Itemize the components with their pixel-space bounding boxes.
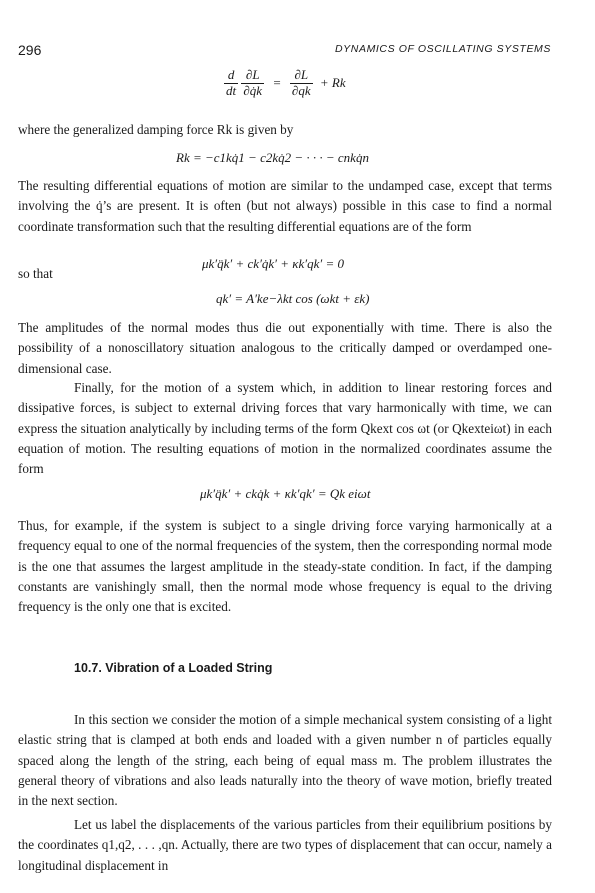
paragraph: [18, 815, 552, 876]
fraction-numerator: ∂L: [241, 68, 264, 84]
fraction-denominator: ∂q̇k: [243, 82, 263, 98]
damping-force-equation: Rk = −c1kq̇1 − c2kq̇2 − · · · − cnkq̇n: [176, 150, 369, 165]
damped-solution-equation: qk′ = A′ke−λkt cos (ωkt + εk): [216, 291, 370, 306]
paragraph: [18, 120, 552, 140]
fraction-dl-dqdot: [241, 68, 264, 99]
fraction-denominator: dt: [226, 82, 237, 98]
lagrange-equation: [224, 68, 346, 99]
paragraph: [18, 318, 552, 379]
fraction-denominator: ∂qk: [291, 82, 311, 98]
driven-equation: μk′q̈k′ + ckq̇k + κk′qk′ = Qk eiωt: [200, 486, 371, 501]
so-that-label: [18, 264, 118, 284]
paragraph-text: In this section we consider the motion of a simple mechanical system consisting of a light elastic string that is clamped at both ends and loaded with a given number n of particles equally spaced along the length of the string, each being of equal mass m. The problem illustrates the general theory of vibrations and also leads naturally into the theory of wave motion, briefly treated in the next section.: [18, 712, 552, 809]
equals-sign: =: [273, 75, 281, 91]
paragraph: [18, 710, 552, 811]
paragraph-text: Let us label the displacements of the various particles from their equilibrium positions by the coordinates q1,q2, . . . ,qn. Actually, there are two types of displacement that can occur, namely a longitudinal displacement in: [18, 817, 552, 873]
paragraph-text: The amplitudes of the normal modes thus die out exponentially with time. There is also the possibility of a nonoscillatory situation analogous to the critically damped or overdamped one-dimensional case.: [18, 320, 552, 376]
equation-term: + Rk: [319, 75, 346, 91]
paragraph: [18, 516, 552, 617]
paragraph-text: Thus, for example, if the system is subject to a single driving force varying harmonically at a frequency equal to one of the normal frequencies of the system, then the corresponding normal mode is the one that assumes the largest amplitude in the steady-state condition. In fact, if the damping constants are vanishingly small, then the normal mode whose frequency is equal to the driving frequency is the only one that is excited.: [18, 518, 552, 615]
fraction-numerator: d: [224, 68, 238, 84]
fraction-dl-dq: [290, 68, 313, 99]
running-title: DYNAMICS OF OSCILLATING SYSTEMS: [335, 43, 551, 55]
paragraph-text: The resulting differential equations of motion are similar to the undamped case, except that terms involving the q̇’s are present. It is often (but not always) possible in this case to find a normal coordinate transformation such that the resulting differential equations are of the form: [18, 178, 552, 234]
page-number: 296: [18, 42, 42, 58]
paragraph: [18, 176, 552, 237]
section-heading: 10.7. Vibration of a Loaded String: [74, 661, 273, 675]
damped-normal-equation: μk′q̈k′ + ck′q̇k′ + κk′qk′ = 0: [202, 256, 345, 271]
paragraph-text: where the generalized damping force Rk is given by: [18, 122, 294, 137]
paragraph-text: so that: [18, 266, 53, 281]
fraction-numerator: ∂L: [290, 68, 313, 84]
fraction-d-dt: [224, 68, 238, 99]
paragraph: [18, 378, 552, 479]
paragraph-text: Finally, for the motion of a system which, in addition to linear restoring forces and dissipative forces, is subject to external driving forces that vary harmonically with time, we can express the situation analytically by including terms of the form Qkext cos ωt (or Qkexteiωt) in each equation of motion. The resulting equations of motion in the normalized coordinates assume the form: [18, 380, 552, 477]
